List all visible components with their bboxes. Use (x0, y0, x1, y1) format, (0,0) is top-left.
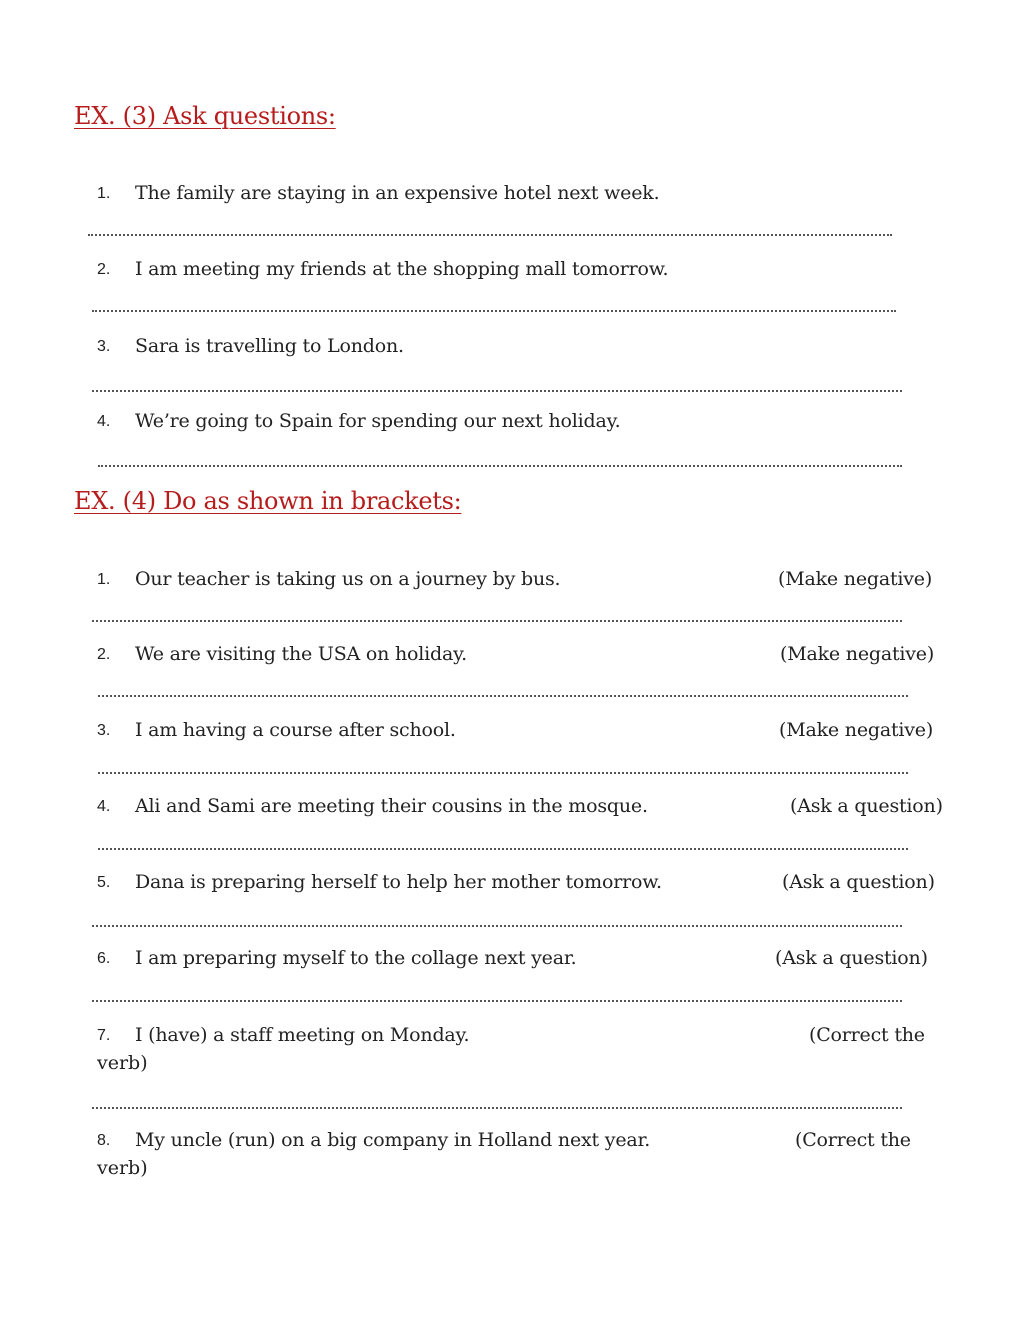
answer-line[interactable] (92, 390, 902, 392)
item-sentence: I am meeting my friends at the shopping mall tomorrow. (135, 258, 669, 280)
item-number: 3. (97, 722, 111, 739)
item-instruction: (Ask a question) (782, 871, 935, 893)
item-number: 4. (97, 798, 111, 815)
item-sentence: Ali and Sami are meeting their cousins in the mosque. (135, 795, 648, 817)
item-number: 2. (97, 646, 111, 663)
item-sentence: I (have) a staff meeting on Monday. (135, 1024, 470, 1046)
item-number: 7. (97, 1027, 111, 1044)
item-number: 1. (97, 571, 111, 588)
item-sentence: We are visiting the USA on holiday. (135, 643, 467, 665)
item-instruction: (Make negative) (780, 643, 935, 665)
answer-line[interactable] (98, 465, 902, 467)
item-instruction: (Make negative) (779, 719, 934, 741)
item-sentence: Sara is travelling to London. (135, 335, 404, 357)
answer-line[interactable] (98, 848, 908, 850)
item-sentence: The family are staying in an expensive hotel next week. (135, 182, 660, 204)
answer-line[interactable] (92, 925, 902, 927)
answer-line[interactable] (98, 772, 908, 774)
item-sentence: Dana is preparing herself to help her mother tomorrow. (135, 871, 662, 893)
item-number: 8. (97, 1132, 111, 1149)
item-instruction: (Correct the (795, 1129, 911, 1151)
answer-line[interactable] (88, 234, 892, 236)
item-number: 6. (97, 950, 111, 967)
item-sentence: My uncle (run) on a big company in Holland next year. (135, 1129, 651, 1151)
item-number: 4. (97, 413, 111, 430)
item-number: 1. (97, 185, 111, 202)
item-instruction: (Ask a question) (775, 947, 928, 969)
item-instruction: (Correct the (809, 1024, 925, 1046)
answer-line[interactable] (98, 695, 908, 697)
ex3-heading: EX. (3) Ask questions: (74, 102, 336, 130)
answer-line[interactable] (92, 1000, 902, 1002)
answer-line[interactable] (92, 1107, 902, 1109)
answer-line[interactable] (92, 310, 896, 312)
answer-line[interactable] (92, 620, 902, 622)
item-number: 3. (97, 338, 111, 355)
item-number: 5. (97, 874, 111, 891)
item-sentence: Our teacher is taking us on a journey by bus. (135, 568, 561, 590)
item-instruction: (Ask a question) (790, 795, 943, 817)
item-number: 2. (97, 261, 111, 278)
ex4-heading: EX. (4) Do as shown in brackets: (74, 487, 462, 515)
item-sentence: I am preparing myself to the collage next year. (135, 947, 577, 969)
item-instruction-wrap: verb) (97, 1052, 148, 1074)
item-instruction: (Make negative) (778, 568, 933, 590)
item-sentence: We’re going to Spain for spending our next holiday. (135, 410, 621, 432)
item-instruction-wrap: verb) (97, 1157, 148, 1179)
item-sentence: I am having a course after school. (135, 719, 456, 741)
